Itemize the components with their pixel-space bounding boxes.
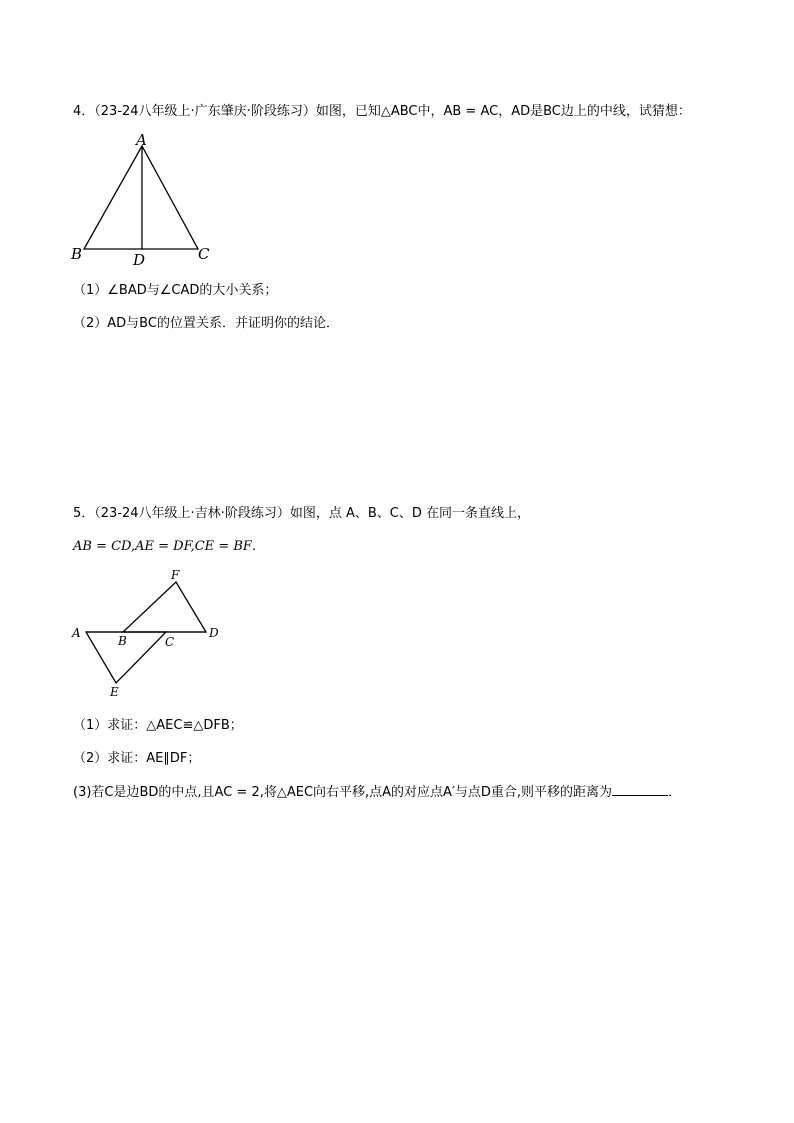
q5-part3-line: [73, 782, 681, 802]
q5-stem-line: [73, 505, 530, 523]
q5-stem: 如图，点 A、B、C、D 在同一条直线上，: [289, 506, 530, 521]
q5-part3-end: ．: [668, 785, 682, 800]
q5-part1: （1）求证：△AEC≌△DFB；: [73, 718, 243, 733]
answer-blank[interactable]: [612, 782, 668, 796]
label-a: A: [72, 626, 81, 640]
q4-source: （23-24八年级上·广东肇庆·阶段练习）: [94, 104, 316, 119]
label-d: D: [209, 626, 219, 640]
label-b: B: [71, 245, 83, 263]
q5-number: 5．: [73, 506, 95, 521]
q4-part1: （1）∠BAD与∠CAD的大小关系；: [73, 283, 278, 298]
triangle-abc: [84, 146, 198, 249]
q4-triangle-svg: [68, 132, 218, 272]
label-e: E: [110, 685, 119, 699]
q4-number: 4．: [73, 104, 95, 119]
label-c: C: [198, 245, 210, 263]
q5-figure: [68, 565, 228, 704]
q4-triangle-figure: [68, 132, 218, 276]
q4-stem-line: [73, 103, 691, 121]
label-d: D: [133, 251, 146, 269]
label-f: F: [171, 568, 180, 582]
label-b: B: [118, 634, 127, 648]
label-c: C: [165, 635, 175, 649]
q5-figure-svg: [68, 565, 228, 700]
q5-conditions: AB = CD,AE = DF,CE = BF．: [73, 539, 265, 554]
q4-part2: （2）AD与BC的位置关系．并证明你的结论．: [73, 316, 339, 331]
q5-part2: （2）求证：AE∥DF；: [73, 751, 201, 766]
q5-part3: (3)若C是边BD的中点,且AC = 2,将△AEC向右平移,点A的对应点A′与点D重合,则平移的距离为: [73, 785, 613, 800]
q5-source: （23-24八年级上·吉林·阶段练习）: [94, 506, 290, 521]
triangle-dfb: [123, 582, 206, 632]
q4-stem: 如图，已知△ABC中，AB = AC，AD是BC边上的中线，试猜想：: [315, 104, 691, 119]
label-a: A: [136, 132, 147, 149]
